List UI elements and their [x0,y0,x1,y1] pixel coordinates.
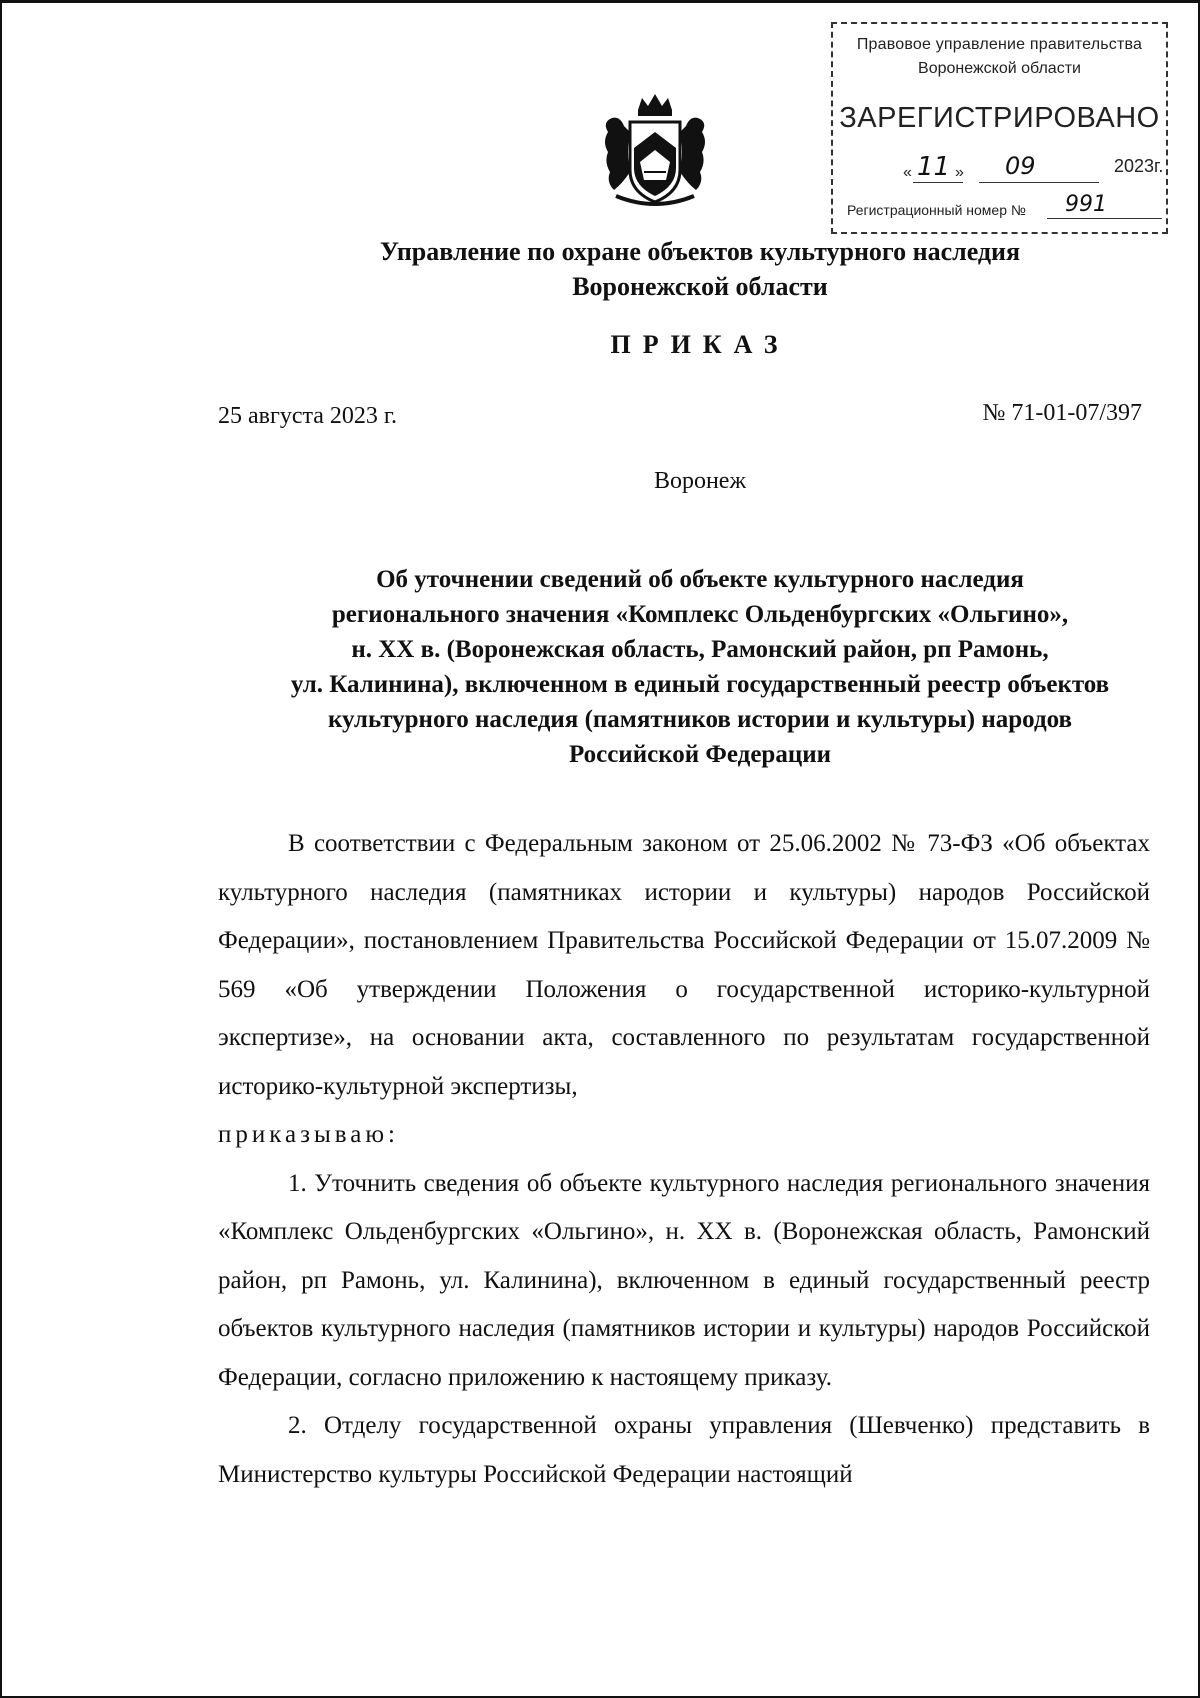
stamp-year: 2023г. [1114,156,1164,176]
stamp-month-underline [979,182,1099,183]
title-line: ул. Калинина), включенном в единый государственный реестр объектов [290,671,1110,698]
title-line: н. XX в. (Воронежская область, Рамонский район, рп Рамонь, [351,636,1049,663]
document-type: ПРИКАЗ [610,330,790,359]
order-item-2: 2. Отделу государственной охраны управления (Шевченко) представить в Министерство культуры Российской Федерации настоящий [218,1412,1150,1488]
title-line: Об уточнении сведений об объекте культурного наследия [376,566,1024,593]
stamp-regnum-underline [1047,218,1162,219]
organization-name-line1: Управление по охране объектов культурного наследия [379,237,1021,266]
organization-name [200,234,1200,304]
stamp-registered-label: ЗАРЕГИСТРИРОВАНО [839,102,1160,134]
document-city: Воронеж [653,468,747,494]
document-date: 25 августа 2023 г. [218,403,398,429]
stamp-day-underline [913,182,963,183]
stamp-quote-open: « [903,164,912,181]
organization-name-line2: Воронежской области [572,272,828,301]
coat-of-arms-emblem [600,92,710,212]
stamp-regnum-label: Регистрационный номер № [847,202,1026,218]
stamp-month: 09 [1005,152,1036,180]
document-body [218,820,1150,1499]
order-item-1: 1. Уточнить сведения об объекте культурного наследия регионального значения «Комплекс Ольденбургских «Ольгино», н. XX в. (Воронежская область, Рамонский район, рп Рамонь, ул. Калинина), включенном в единый государственный реестр объектов культурного наследия (памятников истории и культуры) народов Российской Федерации, согласно приложению к настоящему приказу. [218,1169,1150,1391]
stamp-day: 11 [917,152,951,182]
stamp-authority: Правовое управление правительства [856,36,1143,53]
coat-of-arms-icon [600,92,710,212]
document-number: № 71-01-07/397 [982,400,1142,426]
order-word: приказываю: [218,1121,399,1148]
title-line: регионального значения «Комплекс Ольденбургских «Ольгино», [331,601,1069,628]
stamp-quote-close: » [955,164,964,181]
title-line: культурного наследия (памятников истории и культуры) народов [327,706,1072,733]
registration-stamp [831,22,1168,234]
title-line: Российской Федерации [568,741,832,768]
document-title [200,562,1200,772]
stamp-region: Воронежской области [918,60,1081,77]
preamble-paragraph: В соответствии с Федеральным законом от 25.06.2002 № 73-ФЗ «Об объектах культурного наследия (памятниках истории и культуры) народов Российской Федерации», постановлением Правительства Российской Федерации от 15.07.2009 № 569 «Об утверждении Положения о государственной историко-культурной экспертизе», на основании акта, составленного по результатам государственной историко-культурной экспертизы, [218,830,1150,1100]
stamp-registration-number [847,192,1156,218]
stamp-regnum-value: 991 [1065,192,1107,217]
